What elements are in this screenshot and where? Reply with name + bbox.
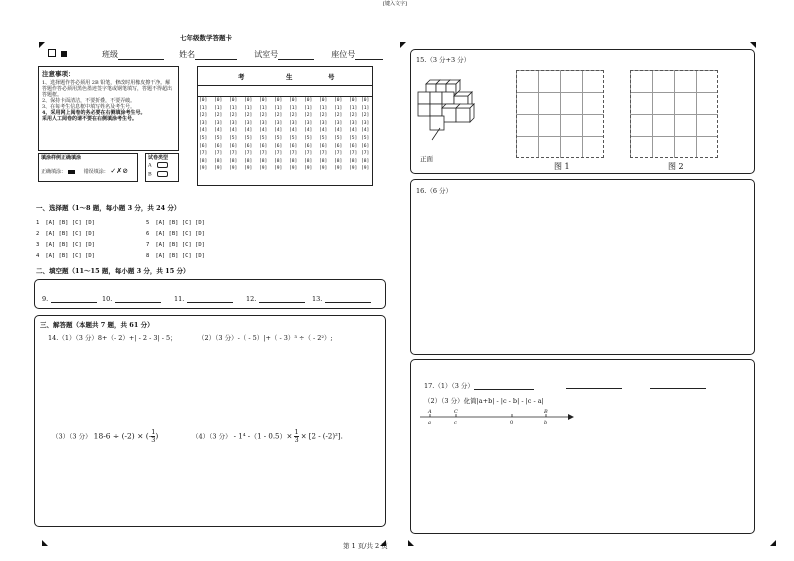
mc-question-row (36, 220, 95, 226)
q14-part1: 14.（1）（3 分）8+（- 2）+| - 2 - 3| - 5； (48, 334, 177, 342)
exam-digit-bubble[interactable]: [0] (349, 98, 358, 103)
wrong-fill-marks: ✓✗⊘ (110, 167, 129, 175)
header-note: [键入文字] (383, 1, 407, 7)
notes-item-3: 3、在每考生信息框中填写姓名及考生号。 (42, 104, 136, 110)
exam-digit-bubble[interactable]: [1] (304, 105, 313, 111)
point-c-lower: c (454, 420, 457, 426)
fill-blank-line[interactable] (259, 293, 305, 303)
notes-item-2: 2、保持卡面清洁，不要折叠，不要弄破。 (42, 98, 136, 104)
exam-digit-bubble[interactable]: [7] (199, 151, 208, 157)
exam-digit-bubble[interactable]: [9] (304, 166, 313, 172)
exam-digit-bubble[interactable]: [8] (199, 158, 208, 164)
exam-digit-bubble[interactable]: [8] (214, 158, 223, 164)
paper-type-a-bubble[interactable] (157, 162, 168, 168)
exam-digit-bubble[interactable]: [2] (274, 113, 283, 119)
exam-digit-bubble[interactable]: [4] (244, 128, 253, 134)
q14-part4-expr: - 1⁴ -（1 - 0.5）× (233, 432, 293, 441)
correct-fill-mark (68, 170, 75, 174)
exam-no-char-2: 生 (286, 73, 293, 81)
number-line (418, 406, 578, 430)
exam-number-column (319, 97, 327, 173)
exam-digit-bubble[interactable]: [7] (334, 151, 343, 157)
fill-example-title: 填涂样例正确填涂 (41, 155, 82, 161)
exam-number-column (289, 97, 297, 173)
fill-blank-number: 10. (102, 295, 113, 303)
exam-digit-bubble[interactable]: [6] (199, 143, 208, 149)
exam-number-column (304, 97, 312, 173)
exam-digit-bubble[interactable]: [3] (319, 120, 328, 126)
exam-digit-bubble[interactable]: [3] (259, 120, 268, 126)
mc-question-row (146, 253, 205, 259)
exam-digit-bubble[interactable]: [7] (244, 151, 253, 157)
exam-number-column (244, 97, 252, 173)
exam-digit-bubble[interactable]: [5] (229, 135, 238, 141)
point-b-upper: B (544, 409, 548, 415)
exam-digit-bubble[interactable]: [7] (274, 151, 283, 157)
mc-options[interactable]: [A] [B] [C] [D] (155, 231, 205, 237)
exam-digit-bubble[interactable]: [6] (304, 143, 313, 149)
exam-digit-bubble[interactable]: [7] (214, 151, 223, 157)
exam-digit-bubble[interactable]: [2] (289, 113, 298, 119)
exam-digit-bubble[interactable]: [2] (334, 113, 343, 119)
name-field[interactable] (195, 50, 237, 60)
name-label: 姓名 (179, 50, 196, 59)
corner-mark-bm2 (408, 540, 414, 546)
fill-blank-line[interactable] (325, 293, 371, 303)
exam-digit-bubble[interactable]: [3] (334, 120, 343, 126)
point-a-lower: a (428, 420, 431, 426)
exam-digit-bubble[interactable]: [9] (349, 166, 358, 172)
exam-digit-bubble[interactable]: [6] (214, 143, 223, 149)
fill-blank-item (246, 293, 305, 303)
fig2-label: 图 2 (668, 162, 684, 171)
exam-number-column (229, 97, 237, 173)
exam-number-column (361, 97, 369, 173)
mc-options[interactable]: [A] [B] [C] [D] (155, 253, 205, 259)
exam-digit-bubble[interactable]: [6] (274, 143, 283, 149)
class-label: 班级 (102, 50, 118, 59)
section2-title: 二、填空题（11～15 题，每小题 3 分，共 15 分） (36, 267, 190, 275)
exam-digit-bubble[interactable]: [2] (304, 113, 313, 119)
fill-blank-number: 12. (246, 295, 257, 303)
exam-digit-bubble[interactable]: [3] (361, 120, 370, 126)
mc-options[interactable]: [A] [B] [C] [D] (45, 220, 95, 226)
exam-digit-bubble[interactable]: [9] (214, 166, 223, 172)
exam-digit-bubble[interactable]: [0] (244, 98, 253, 103)
exam-digit-bubble[interactable]: [4] (304, 128, 313, 134)
exam-digit-bubble[interactable]: [9] (229, 166, 238, 172)
paper-type-box (145, 153, 179, 182)
mc-question-row (146, 242, 205, 248)
front-label: 正面 (420, 155, 433, 163)
fill-blank-number: 13. (312, 295, 323, 303)
exam-digit-bubble[interactable]: [9] (289, 166, 298, 172)
exam-digit-bubble[interactable]: [1] (334, 105, 343, 111)
mc-question-row (36, 253, 95, 259)
notes-item-1: 1、选择题作答必须用 2B 铅笔，修改时用橡皮擦干净。解答题作答必须用黑色墨迹签字笔或钢笔填写，答题不得超出答题框。 (42, 80, 173, 98)
exam-digit-bubble[interactable]: [6] (229, 143, 238, 149)
exam-digit-bubble[interactable]: [7] (229, 151, 238, 157)
exam-digit-bubble[interactable]: [3] (229, 120, 238, 126)
mc-question-number: 2 (36, 231, 40, 237)
exam-digit-bubble[interactable]: [0] (334, 98, 343, 103)
exam-digit-bubble[interactable]: [8] (334, 158, 343, 164)
notes-box (38, 66, 179, 151)
grid-figure-1 (516, 70, 604, 158)
exam-digit-bubble[interactable]: [4] (229, 128, 238, 134)
exam-digit-bubble[interactable]: [6] (349, 143, 358, 149)
exam-digit-bubble[interactable]: [5] (349, 135, 358, 141)
exam-digit-bubble[interactable]: [0] (274, 98, 283, 103)
q14-part3-frac-n: 1 (151, 428, 156, 436)
exam-digit-bubble[interactable]: [0] (199, 98, 208, 103)
exam-digit-bubble[interactable]: [9] (319, 166, 328, 172)
q16-box (410, 179, 755, 355)
mc-options[interactable]: [A] [B] [C] [D] (45, 231, 95, 237)
exam-digit-bubble[interactable]: [4] (361, 128, 370, 134)
fig1-label: 图 1 (554, 162, 570, 171)
mc-question-number: 8 (146, 253, 150, 259)
mc-question-number: 7 (146, 242, 150, 248)
point-zero: 0 (510, 420, 514, 426)
exam-digit-bubble[interactable]: [7] (319, 151, 328, 157)
exam-digit-bubble[interactable]: [7] (349, 151, 358, 157)
exam-digit-bubble[interactable]: [6] (361, 143, 370, 149)
paper-type-b-label: B (148, 171, 152, 177)
mc-question-row (146, 231, 205, 237)
exam-digit-bubble[interactable]: [1] (229, 105, 238, 111)
exam-digit-bubble[interactable]: [4] (199, 128, 208, 134)
exam-digit-bubble[interactable]: [2] (229, 113, 238, 119)
class-field[interactable] (118, 50, 164, 60)
notes-heading: 注意事项： (42, 70, 75, 78)
q14-part3-expr: 18-6 ÷ (-2) × (- (93, 431, 152, 441)
fill-blank-item (174, 293, 233, 303)
wrong-fill-label: 错误填涂： (83, 169, 109, 175)
exam-digit-bubble[interactable]: [5] (304, 135, 313, 141)
exam-digit-bubble[interactable]: [7] (259, 151, 268, 157)
page-title: 七年级数学答题卡 (180, 34, 232, 42)
paper-type-b-bubble[interactable] (157, 171, 168, 177)
corner-mark-bl (42, 540, 48, 546)
exam-digit-bubble[interactable]: [4] (289, 128, 298, 134)
exam-digit-bubble[interactable]: [4] (259, 128, 268, 134)
q15-title: 15.（3 分+3 分） (416, 56, 471, 64)
exam-digit-bubble[interactable]: [2] (259, 113, 268, 119)
correct-fill-label: 正确填涂： (41, 169, 67, 175)
fill-blank-line[interactable] (187, 293, 233, 303)
info-fields (102, 49, 383, 60)
mc-question-number: 5 (146, 220, 150, 226)
mc-options[interactable]: [A] [B] [C] [D] (155, 242, 205, 248)
exam-digit-bubble[interactable]: [9] (244, 166, 253, 172)
mc-question-number: 3 (36, 242, 40, 248)
mc-question-number: 6 (146, 231, 150, 237)
notes-item-5: 采用人工阅卷的请不要在右侧填涂考生号。 (42, 116, 138, 122)
exam-digit-bubble[interactable]: [6] (259, 143, 268, 149)
section3-title: 三、解答题（本题共 7 题，共 61 分） (40, 321, 154, 329)
solution-box (34, 315, 386, 527)
exam-digit-bubble[interactable]: [9] (259, 166, 268, 172)
exam-digit-bubble[interactable]: [9] (199, 166, 208, 172)
corner-mark-br (770, 540, 776, 546)
exam-digit-bubble[interactable]: [0] (361, 98, 370, 103)
q17-part2: （2）（3 分）化简|a+b| - |c - b| - |c - a| (424, 397, 544, 405)
paper-type-title: 试卷类型 (148, 155, 169, 161)
fill-blank-item (42, 293, 97, 303)
q14-part2: （2）（3 分）-（ - 5）|+（ - 3）³ ÷（ - 2²）; (198, 334, 333, 342)
mc-options[interactable]: [A] [B] [C] [D] (45, 253, 95, 259)
q14-part4-label: （4）（3 分） (192, 432, 232, 441)
exam-digit-bubble[interactable]: [8] (361, 158, 370, 164)
room-label: 试室号 (254, 50, 279, 59)
exam-digit-bubble[interactable]: [1] (289, 105, 298, 111)
exam-digit-bubble[interactable]: [2] (319, 113, 328, 119)
exam-digit-bubble[interactable]: [0] (289, 98, 298, 103)
mc-options[interactable]: [A] [B] [C] [D] (45, 242, 95, 248)
exam-digit-bubble[interactable]: [7] (304, 151, 313, 157)
exam-digit-bubble[interactable]: [0] (214, 98, 223, 103)
q14-part3-label: （3）（3 分） (52, 432, 92, 441)
exam-digit-bubble[interactable]: [5] (274, 135, 283, 141)
exam-digit-bubble[interactable]: [1] (319, 105, 328, 111)
q14-part4-frac-n: 1 (294, 428, 299, 436)
q14-part3-frac-d: 3 (151, 436, 156, 444)
point-c-upper: C (454, 409, 458, 415)
point-a-upper: A (428, 409, 432, 415)
exam-digit-bubble[interactable]: [5] (334, 135, 343, 141)
room-field[interactable] (278, 50, 314, 60)
exam-digit-bubble[interactable]: [5] (244, 135, 253, 141)
exam-digit-bubble[interactable]: [3] (214, 120, 223, 126)
exam-digit-bubble[interactable]: [6] (334, 143, 343, 149)
exam-digit-bubble[interactable]: [2] (244, 113, 253, 119)
exam-digit-bubble[interactable]: [2] (214, 113, 223, 119)
exam-digit-bubble[interactable]: [2] (199, 113, 208, 119)
exam-digit-bubble[interactable]: [9] (274, 166, 283, 172)
exam-number-column (349, 97, 357, 173)
exam-digit-bubble[interactable]: [3] (289, 120, 298, 126)
exam-digit-bubble[interactable]: [6] (319, 143, 328, 149)
fill-blank-line[interactable] (115, 293, 161, 303)
exam-digit-bubble[interactable]: [5] (319, 135, 328, 141)
fill-blank-item (312, 293, 371, 303)
section1-title: 一、选择题（1～8 题，每小题 3 分，共 24 分） (36, 204, 181, 212)
point-b-lower: b (544, 420, 548, 426)
exam-number-column (199, 97, 207, 173)
q14-part4-tail: × [2 - (-2)²]. (300, 432, 343, 441)
fill-blank-item (102, 293, 161, 303)
q14-part3: （3）（3 分） 18-6 ÷ (-2) × (- $\frac{1}{3}$ ) (52, 428, 159, 444)
exam-digit-bubble[interactable]: [1] (361, 105, 370, 111)
exam-digit-bubble[interactable]: [3] (304, 120, 313, 126)
mc-question-row (146, 220, 205, 226)
mc-question-row (36, 242, 95, 248)
q17-blank-3[interactable] (650, 379, 706, 389)
exam-digit-bubble[interactable]: [5] (214, 135, 223, 141)
q14-part4-frac-d: 3 (294, 436, 299, 444)
exam-no-char-3: 号 (328, 73, 335, 81)
exam-digit-bubble[interactable]: [3] (349, 120, 358, 126)
q17-part1 (424, 380, 534, 390)
mc-question-row (36, 231, 95, 237)
exam-digit-bubble[interactable]: [7] (361, 151, 370, 157)
exam-digit-bubble[interactable]: [9] (361, 166, 370, 172)
fill-blank-line[interactable] (51, 293, 97, 303)
fill-blank-number: 11. (174, 295, 185, 303)
exam-digit-bubble[interactable]: [8] (244, 158, 253, 164)
corner-mark-tl (39, 42, 45, 48)
q16-title: 16.（6 分） (416, 187, 453, 195)
q17-blank-2[interactable] (566, 379, 622, 389)
cube-figure (414, 78, 494, 148)
exam-digit-bubble[interactable]: [2] (349, 113, 358, 119)
exam-number-grid (197, 66, 373, 186)
fill-blank-number: 9. (42, 295, 49, 303)
exam-digit-bubble[interactable]: [4] (319, 128, 328, 134)
exam-digit-bubble[interactable]: [1] (244, 105, 253, 111)
exam-digit-bubble[interactable]: [0] (229, 98, 238, 103)
q17-blank-1[interactable] (474, 380, 534, 390)
exam-digit-bubble[interactable]: [7] (289, 151, 298, 157)
exam-digit-bubble[interactable]: [1] (349, 105, 358, 111)
seat-label: 座位号 (331, 50, 356, 59)
fill-example-box (38, 153, 138, 182)
exam-digit-bubble[interactable]: [5] (259, 135, 268, 141)
exam-digit-bubble[interactable]: [2] (361, 113, 370, 119)
q14-part4 (192, 429, 343, 444)
exam-digit-bubble[interactable]: [8] (304, 158, 313, 164)
corner-mark-tr (750, 42, 756, 48)
exam-digit-bubble[interactable]: [1] (199, 105, 208, 111)
paper-type-a-label: A (148, 162, 152, 169)
notes-item-4: 4、采用网上阅卷的务必要在右侧填涂考生号。 (42, 110, 146, 116)
exam-digit-bubble[interactable]: [8] (259, 158, 268, 164)
exam-digit-bubble[interactable]: [0] (304, 98, 313, 103)
exam-digit-bubble[interactable]: [3] (244, 120, 253, 126)
exam-number-column (334, 97, 342, 173)
exam-digit-bubble[interactable]: [1] (274, 105, 283, 111)
exam-no-char-1: 考 (238, 73, 245, 81)
exam-digit-bubble[interactable]: [5] (289, 135, 298, 141)
seat-field[interactable] (355, 50, 383, 60)
exam-number-column (214, 97, 222, 173)
exam-digit-bubble[interactable]: [3] (274, 120, 283, 126)
exam-digit-bubble[interactable]: [1] (259, 105, 268, 111)
exam-digit-bubble[interactable]: [4] (349, 128, 358, 134)
exam-digit-bubble[interactable]: [6] (244, 143, 253, 149)
page-number: 第 1 页/共 2 页 (343, 542, 388, 550)
exam-digit-bubble[interactable]: [9] (334, 166, 343, 172)
exam-digit-bubble[interactable]: [3] (199, 120, 208, 126)
exam-digit-bubble[interactable]: [4] (334, 128, 343, 134)
grid-figure-2 (630, 70, 718, 158)
exam-number-column (274, 97, 282, 173)
alignment-marks (48, 42, 67, 61)
exam-digit-bubble[interactable]: [1] (214, 105, 223, 111)
mc-options[interactable]: [A] [B] [C] [D] (155, 220, 205, 226)
exam-number-column (259, 97, 267, 173)
exam-digit-bubble[interactable]: [5] (361, 135, 370, 141)
exam-digit-bubble[interactable]: [0] (259, 98, 268, 103)
exam-digit-bubble[interactable]: [8] (274, 158, 283, 164)
mc-question-number: 1 (36, 220, 40, 226)
exam-digit-bubble[interactable]: [6] (289, 143, 298, 149)
q17-part1-label: 17.（1）（3 分） (424, 382, 474, 390)
exam-digit-bubble[interactable]: [8] (229, 158, 238, 164)
exam-digit-bubble[interactable]: [8] (349, 158, 358, 164)
exam-digit-bubble[interactable]: [5] (199, 135, 208, 141)
exam-digit-bubble[interactable]: [4] (274, 128, 283, 134)
exam-digit-bubble[interactable]: [8] (289, 158, 298, 164)
exam-digit-bubble[interactable]: [8] (319, 158, 328, 164)
exam-digit-bubble[interactable]: [4] (214, 128, 223, 134)
corner-mark-tr-left (400, 42, 406, 48)
mc-question-number: 4 (36, 253, 40, 259)
exam-digit-bubble[interactable]: [0] (319, 98, 328, 103)
